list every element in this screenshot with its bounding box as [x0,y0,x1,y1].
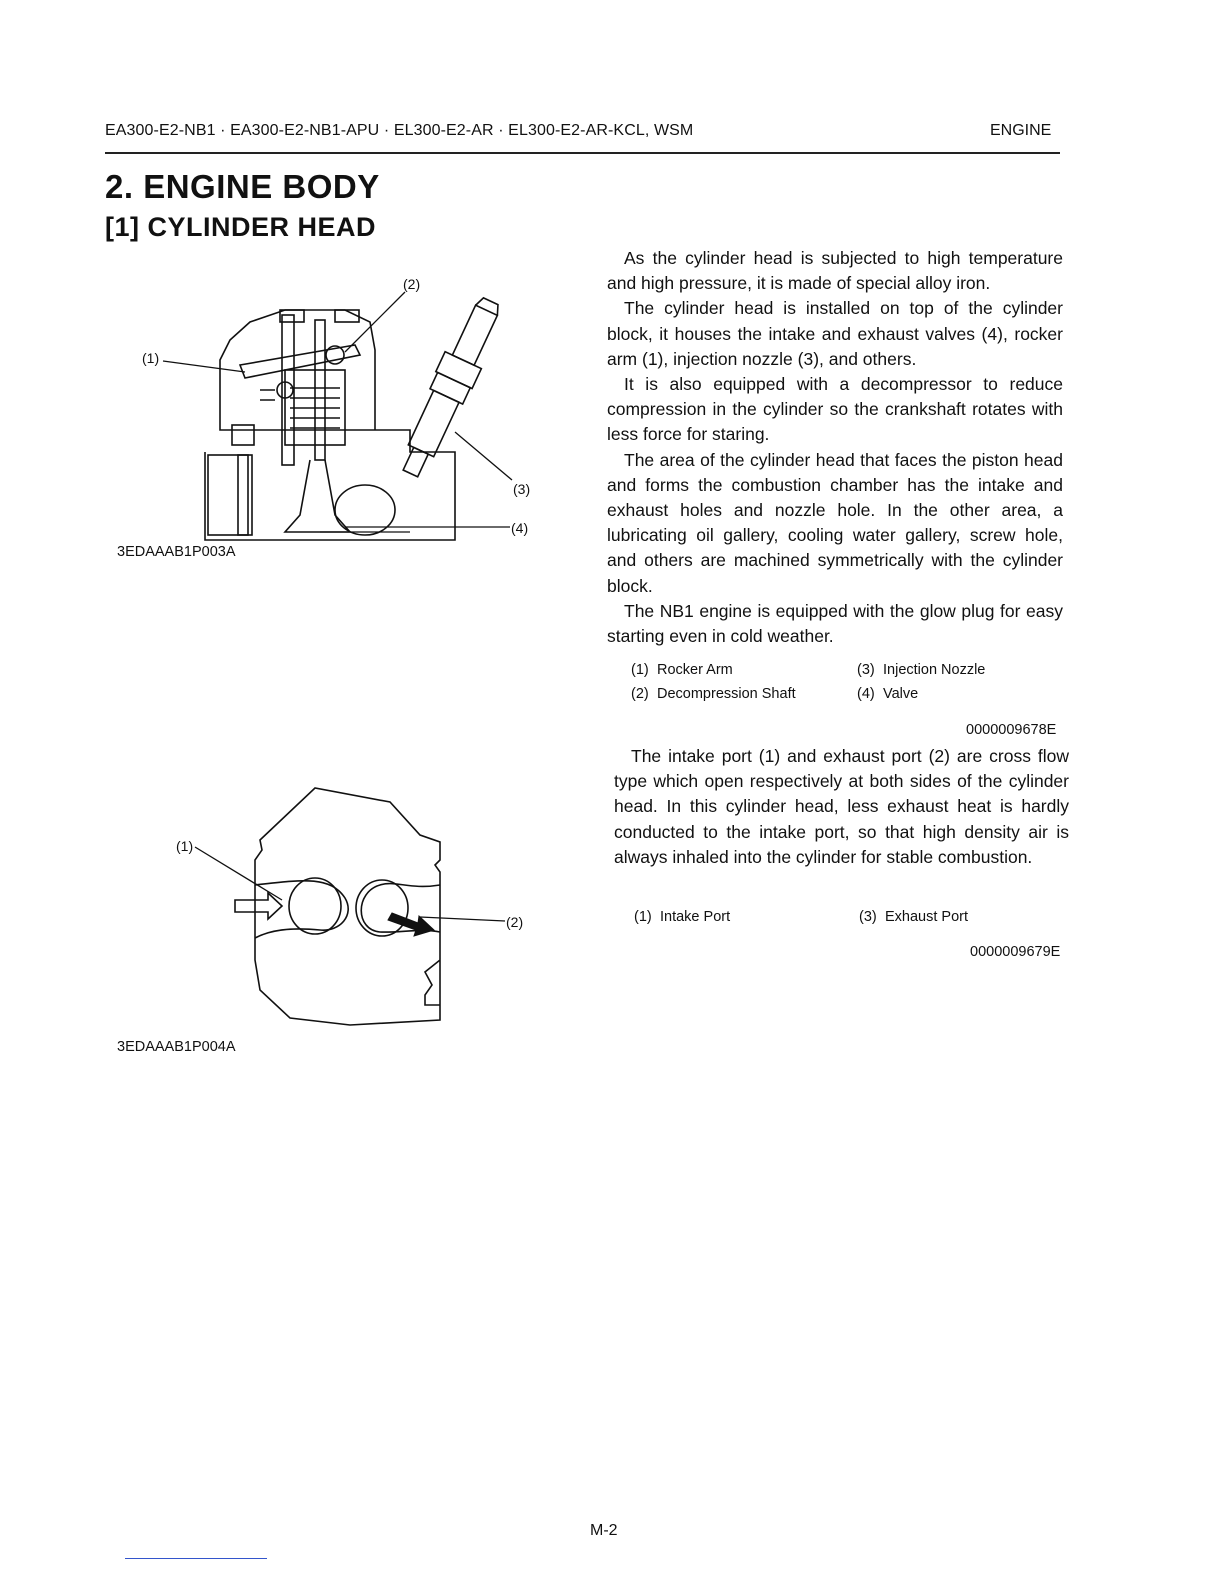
legend-number: (3) [859,909,877,925]
legend-item [634,909,730,925]
fig2-callout-2: (2) [506,914,524,930]
header-models: EA300-E2-NB1 · EA300-E2-NB1-APU · EL300-E2-AR · EL300-E2-AR-KCL, WSM [105,122,694,139]
legend-label: Intake Port [660,909,731,925]
legend-item [859,909,968,925]
figure2-caption: 3EDAAAB1P004A [117,1039,236,1055]
subsection-title: [1] CYLINDER HEAD [105,212,377,242]
block1-paragraph: As the cylinder head is subjected to high temperature and high pressure, it is made of special alloy iron. [607,248,1063,294]
ports-figure [220,780,480,1040]
block1-paragraph: The area of the cylinder head that faces the piston head and forms the combustion chamber has the intake and exhaust holes and nozzle hole. In the other area, a lubricating oil gallery, cooling water gallery, screw hole, and others are machined symmetrically with the cylinder block. [607,449,1063,596]
fig1-callout-4: (4) [511,520,529,536]
legend-label: Rocker Arm [657,662,733,678]
legend-number: (2) [631,686,649,702]
legend-label: Decompression Shaft [657,686,796,702]
block1-paragraph: It is also equipped with a decompressor to reduce compression in the cylinder so the crankshaft rotates with less force for staring. [607,374,1063,445]
footer-link-underline [125,1558,267,1559]
header-chapter: ENGINE [990,122,1052,139]
page-number: M-2 [590,1522,618,1539]
legend-item [631,686,796,702]
block2-paragraph: The intake port (1) and exhaust port (2) are cross flow type which open respectively at both sides of the cylinder head. In this cylinder head, less exhaust heat is hardly conducted to the intake port, so that high density air is always inhaled into the cylinder for stable combustion. [614,746,1069,867]
legend-label: Injection Nozzle [883,662,986,678]
section-title: 2. ENGINE BODY [105,168,380,205]
fig1-callout-1: (1) [142,350,160,366]
figure1-caption: 3EDAAAB1P003A [117,544,236,560]
legend-label: Valve [883,686,919,702]
legend-item [631,662,733,678]
block1-paragraph: The cylinder head is installed on top of the cylinder block, it houses the intake and exhaust valves (4), rocker arm (1), injection nozzle (3), and others. [607,298,1063,369]
header-rule [105,152,1060,154]
legend-label: Exhaust Port [885,909,969,925]
block2-code: 0000009679E [970,944,1061,960]
fig1-callout-2: (2) [403,276,421,292]
fig2-callout-1: (1) [176,838,194,854]
fig1-callout-3: (3) [513,481,531,497]
legend-item [857,686,918,702]
block1-paragraph: The NB1 engine is equipped with the glow plug for easy starting even in cold weather. [607,600,1063,647]
legend-number: (4) [857,686,875,702]
block2-text [614,744,1069,870]
legend-number: (3) [857,662,875,678]
legend-item [857,662,985,678]
block1-text [607,246,1063,649]
legend-number: (1) [634,909,652,925]
block1-code: 0000009678E [966,722,1057,738]
legend-number: (1) [631,662,649,678]
cylinder-head-figure [110,270,550,570]
